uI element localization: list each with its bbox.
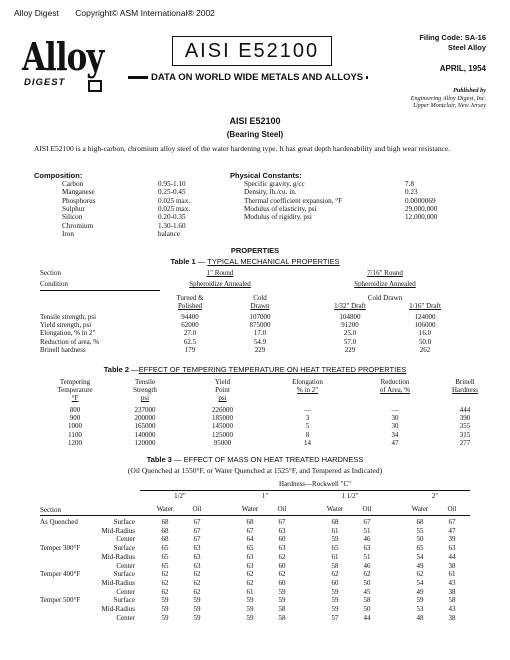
- intro-paragraph: AISI E52100 is a high-carbon, chromium alloy steel of the water hardening type. It has great depth hardenability and high wear resistance.: [34, 144, 451, 153]
- top-line: [14, 8, 229, 18]
- t3-cell-water: 61: [331, 526, 339, 535]
- composition-value: 0.025 max.: [158, 196, 191, 205]
- t1-cond1: Spheroidize Annealed: [189, 280, 251, 288]
- t3-position: Mid-Radius: [101, 552, 135, 561]
- composition-value: balance: [158, 229, 180, 238]
- t3-cell-water: 68: [161, 526, 169, 535]
- t3-oil: Oil: [192, 505, 202, 513]
- t1-cell: 106000: [414, 321, 436, 330]
- physical-property: Modulus of rigidity, psi: [244, 213, 312, 222]
- t1-cell: 124000: [414, 313, 436, 321]
- t1-cell: 54.9: [253, 337, 267, 346]
- composition-element: Silicon: [62, 213, 83, 222]
- t3-oil: Oil: [277, 505, 287, 513]
- table1-title: TYPICAL MECHANICAL PROPERTIES: [207, 257, 340, 266]
- composition-element: Phosphorus: [62, 196, 96, 205]
- publisher-block: [411, 87, 486, 110]
- t3-cell-water: 59: [416, 596, 424, 605]
- alloy-digest-logo: [22, 36, 134, 91]
- t2-header-cell: Strength: [133, 386, 157, 394]
- publisher-place: Upper Montclair, New Jersey: [413, 102, 486, 109]
- t3-cell-oil: 59: [193, 613, 201, 622]
- t2-cell: 120000: [134, 438, 156, 447]
- table1-label: Table 1: [170, 257, 196, 266]
- t2-cell: 185000: [212, 414, 233, 423]
- t3-cell-water: 53: [416, 605, 424, 613]
- t1-row-label: Elongation, % in 2": [40, 329, 96, 338]
- t3-size: 1": [261, 492, 269, 500]
- doc-heading: AISI E52100: [229, 116, 281, 126]
- t2-cell: 1200: [68, 438, 82, 447]
- t3-position: Mid-Radius: [101, 605, 135, 613]
- t1-row-label: Reduction of area, %: [40, 337, 100, 346]
- t3-cell-oil: 38: [448, 587, 456, 596]
- table2-caption: Table 2 —EFFECT OF TEMPERING TEMPERATURE ON HEAT TREATED PROPERTIES: [103, 365, 407, 374]
- t2-cell: 315: [459, 430, 471, 439]
- t2-header-cell: psi: [218, 394, 227, 402]
- t3-water: Water: [411, 505, 429, 513]
- t3-cell-oil: 67: [448, 518, 456, 526]
- t2-cell: 140000: [134, 430, 156, 439]
- t3-cell-water: 59: [246, 596, 254, 605]
- t1-col-polished: Polished: [177, 302, 203, 310]
- table3-title: EFFECT OF MASS ON HEAT TREATED HARDNESS: [183, 455, 364, 464]
- t3-size: 2": [431, 492, 439, 500]
- table2-title: EFFECT OF TEMPERING TEMPERATURE ON HEAT TREATED PROPERTIES: [138, 365, 407, 374]
- t1-cell: 91200: [341, 321, 359, 330]
- t3-cell-water: 59: [246, 605, 254, 613]
- t2-cell: 800: [69, 406, 81, 414]
- t3-cell-oil: 59: [193, 605, 201, 613]
- composition-element: Carbon: [62, 180, 84, 188]
- t3-cell-oil: 44: [448, 552, 456, 561]
- properties-heading: PROPERTIES: [230, 246, 280, 255]
- t3-cell-water: 62: [161, 578, 169, 587]
- t1-cond2: Spheroidize Annealed: [354, 280, 416, 288]
- t3-cell-water: 59: [161, 605, 169, 613]
- filing-block: [419, 33, 486, 53]
- t3-cell-oil: 63: [193, 561, 201, 570]
- t3-position: Surface: [113, 518, 135, 526]
- t2-header-cell: psi: [140, 394, 150, 402]
- t3-position: Surface: [113, 570, 135, 579]
- t1-cell: 62000: [181, 321, 199, 330]
- t2-header-cell: Hardness: [451, 386, 479, 394]
- t1-cell: 107000: [249, 313, 271, 321]
- t3-cell-water: 63: [246, 561, 254, 570]
- t3-cell-water: 68: [161, 535, 169, 544]
- t3-cell-water: 63: [246, 552, 254, 561]
- t3-section-label: Section: [40, 506, 61, 514]
- t3-cell-oil: 67: [363, 518, 371, 526]
- t3-cell-oil: 47: [448, 526, 456, 535]
- t2-cell: —: [304, 406, 311, 414]
- t3-cell-oil: 58: [278, 613, 286, 622]
- t3-cell-oil: 44: [363, 613, 371, 622]
- t1-cell: 94400: [181, 313, 199, 321]
- physical-value: 0.23: [405, 188, 418, 197]
- t3-cell-oil: 46: [363, 535, 371, 544]
- t1-draft1: 1/32" Draft: [334, 302, 366, 310]
- t3-cell-water: 49: [416, 587, 424, 596]
- t3-section: As Quenched: [40, 518, 78, 526]
- t3-position: Surface: [113, 544, 135, 553]
- t3-cell-water: 59: [331, 587, 339, 596]
- t3-cell-oil: 60: [278, 561, 286, 570]
- t2-cell: 95000: [213, 438, 232, 447]
- t2-header-cell: Tensile: [134, 378, 156, 386]
- t3-position: Center: [116, 561, 135, 570]
- t3-cell-oil: 58: [363, 596, 371, 605]
- filing-date: APRIL, 1954: [439, 64, 486, 73]
- t3-section: Temper 400°F: [40, 570, 81, 579]
- t2-header-cell: Point: [215, 386, 230, 394]
- t1-rule-a: [40, 290, 160, 291]
- t3-cell-water: 65: [161, 552, 169, 561]
- t2-header-cell: Yield: [214, 378, 231, 386]
- t2-header-cell: Tempering: [59, 378, 91, 386]
- t3-cell-oil: 39: [448, 535, 456, 544]
- t3-cell-water: 68: [161, 518, 169, 526]
- t1-cell: 25.0: [343, 329, 357, 338]
- composition-element: Manganese: [62, 188, 95, 197]
- t2-cell: 165000: [134, 422, 156, 431]
- t3-cell-oil: 60: [278, 578, 286, 587]
- t2-cell: 145000: [212, 422, 233, 431]
- t3-cell-oil: 67: [193, 526, 201, 535]
- t2-cell: 14: [304, 438, 311, 447]
- t3-position: Surface: [113, 596, 135, 605]
- t1-col-drawn: Drawn: [250, 302, 270, 310]
- t1-cell: 27.0: [183, 329, 197, 338]
- t3-cell-water: 57: [331, 613, 339, 622]
- t2-cell: 34: [391, 430, 399, 439]
- composition-heading: Composition:: [34, 171, 83, 180]
- t3-position: Center: [116, 613, 135, 622]
- t3-cell-water: 60: [331, 578, 339, 587]
- physical-property: Thermal coefficient expansion, °F: [244, 196, 343, 205]
- t3-cell-water: 50: [416, 535, 424, 544]
- t3-cell-oil: 59: [278, 587, 286, 596]
- t3-cell-water: 54: [416, 552, 424, 561]
- t2-cell: 237000: [134, 406, 156, 414]
- t1-cell: 62.5: [183, 337, 197, 346]
- t3-cell-water: 68: [331, 518, 339, 526]
- physical-property: Density, lb./cu. in.: [244, 188, 297, 197]
- physical-heading: Physical Constants:: [230, 171, 302, 180]
- t3-cell-water: 65: [161, 544, 169, 553]
- t3-cell-water: 59: [246, 613, 254, 622]
- t3-water: Water: [241, 505, 259, 513]
- t1-draft2: 1/16" Draft: [409, 302, 441, 310]
- composition-value: 0.95-1.10: [158, 180, 186, 188]
- t2-cell: 30: [391, 414, 399, 423]
- t1-row-label: Tensile strength, psi: [40, 313, 97, 321]
- t2-cell: 1100: [68, 430, 82, 439]
- t3-cell-oil: 61: [448, 570, 456, 579]
- t3-cell-oil: 63: [278, 526, 286, 535]
- t1-cell: 57.0: [343, 337, 357, 346]
- t3-cell-oil: 43: [448, 578, 456, 587]
- t3-cell-oil: 46: [363, 561, 371, 570]
- t3-cell-oil: 51: [363, 526, 371, 535]
- t3-cell-water: 65: [246, 544, 254, 553]
- t3-cell-oil: 67: [278, 518, 286, 526]
- t3-cell-water: 67: [246, 526, 254, 535]
- t1-cell: 50.0: [418, 337, 432, 346]
- physical-value: 0.0000069: [405, 196, 436, 205]
- t3-cell-water: 61: [246, 587, 254, 596]
- t3-cell-oil: 59: [278, 596, 286, 605]
- t3-section: Temper 300°F: [40, 544, 81, 553]
- table3-caption: Table 3 — EFFECT OF MASS ON HEAT TREATED HARDNESS: [146, 455, 364, 464]
- t3-cell-water: 59: [161, 613, 169, 622]
- source-label: Alloy Digest: [14, 8, 59, 18]
- t3-position: Mid-Radius: [101, 526, 135, 535]
- t2-cell: 30: [391, 422, 399, 431]
- t3-cell-oil: 50: [363, 578, 371, 587]
- composition-value: 0.25-0.45: [158, 188, 186, 197]
- t3-cell-oil: 62: [193, 587, 201, 596]
- composition-value: 0.20-0.35: [158, 213, 186, 222]
- composition-value: 0.025 max.: [158, 204, 191, 213]
- t3-cell-water: 59: [331, 535, 339, 544]
- t3-cell-water: 54: [416, 578, 424, 587]
- t3-cell-water: 65: [416, 544, 424, 553]
- t3-cell-oil: 62: [278, 552, 286, 561]
- t3-water: Water: [326, 505, 344, 513]
- t1-cell: 229: [254, 345, 266, 354]
- publisher-label: Published by: [453, 87, 486, 94]
- t3-cell-oil: 38: [448, 561, 456, 570]
- t3-cell-oil: 51: [363, 552, 371, 561]
- physical-value: 12,000,000: [405, 213, 438, 222]
- t3-position: Center: [116, 587, 135, 596]
- logo-mark: [88, 80, 102, 92]
- t2-cell: 226000: [212, 406, 233, 414]
- t3-cell-water: 65: [331, 544, 339, 553]
- logo-word: Alloy: [22, 34, 104, 80]
- t3-cell-oil: 63: [448, 544, 456, 553]
- t1-row-label: Brinell hardness: [40, 345, 86, 354]
- t3-cell-water: 49: [416, 561, 424, 570]
- t1-cell: 229: [344, 345, 356, 354]
- t2-cell: —: [391, 406, 399, 414]
- t3-cell-water: 61: [331, 552, 339, 561]
- t3-cell-water: 58: [331, 561, 339, 570]
- copyright-label: Copyright© ASM International® 2002: [75, 8, 215, 18]
- t2-header-cell: Temperature: [57, 386, 93, 394]
- t1-col-turned: Turned &: [176, 294, 204, 302]
- t3-cell-water: 62: [161, 587, 169, 596]
- t2-header-cell: °F: [71, 394, 79, 402]
- t1-cell: 179: [184, 345, 196, 354]
- t1-cell: 17.0: [253, 329, 267, 338]
- t3-position: Center: [116, 535, 135, 544]
- t2-cell: 277: [459, 438, 471, 447]
- table3-label: Table 3: [146, 455, 172, 464]
- t2-cell: 900: [69, 414, 81, 423]
- t2-cell: 47: [391, 438, 399, 447]
- t3-cell-oil: 58: [278, 605, 286, 613]
- t3-cell-oil: 50: [363, 605, 371, 613]
- t3-cell-water: 55: [416, 526, 424, 535]
- t2-cell: 5: [305, 422, 310, 431]
- t2-cell: 444: [459, 406, 471, 414]
- t3-cell-oil: 63: [363, 544, 371, 553]
- t2-cell: 125000: [212, 430, 233, 439]
- t3-cell-oil: 63: [193, 552, 201, 561]
- filing-category: Steel Alloy: [447, 43, 486, 52]
- t3-cell-oil: 67: [193, 535, 201, 544]
- t3-cell-oil: 38: [448, 613, 456, 622]
- t1-col-cold: Cold: [253, 294, 267, 302]
- t3-cell-water: 48: [416, 613, 424, 622]
- t2-cell: 8: [305, 430, 310, 439]
- banner-text: DATA ON WORLD WIDE METALS AND ALLOYS: [148, 72, 366, 83]
- t3-cell-water: 62: [246, 570, 254, 579]
- t1-row-label: Yield strength, psi: [40, 321, 92, 330]
- table2-label: Table 2: [103, 365, 130, 374]
- t3-oil: Oil: [447, 505, 457, 513]
- t3-rule-head: [40, 515, 470, 516]
- t3-cell-water: 62: [416, 570, 424, 579]
- t3-cell-oil: 63: [278, 544, 286, 553]
- physical-property: Modulus of elasticity, psi: [244, 204, 317, 213]
- t2-header-cell: % in 2": [296, 386, 319, 394]
- t3-section: Temper 500°F: [40, 596, 81, 605]
- t2-cell: 3: [305, 414, 310, 423]
- table1-caption: Table 1 — TYPICAL MECHANICAL PROPERTIES: [170, 257, 340, 266]
- filing-code: Filing Code: SA-16: [419, 33, 486, 42]
- t3-water: Water: [156, 505, 174, 513]
- t1-condition-label: Condition: [40, 280, 69, 288]
- title-box: AISI E52100: [172, 36, 332, 66]
- t3-cell-oil: 62: [193, 570, 201, 579]
- logo-sub: DIGEST: [24, 77, 66, 88]
- table3-subtitle: (Oil Quenched at 1550°F, or Water Quenched at 1525°F, and Tempered as Indicated): [127, 466, 383, 475]
- t3-size: 1/2": [174, 492, 186, 500]
- physical-property: Specific gravity, g/cc: [244, 180, 305, 188]
- t3-cell-water: 68: [416, 518, 424, 526]
- t3-cell-oil: 60: [278, 535, 286, 544]
- t3-cell-water: 62: [331, 570, 339, 579]
- t3-cell-oil: 59: [193, 596, 201, 605]
- t1-cell: 875000: [249, 321, 271, 330]
- publisher-name: Engineering Alloy Digest, Inc.: [410, 94, 486, 102]
- t2-cell: 355: [459, 422, 471, 431]
- t3-cell-oil: 62: [363, 570, 371, 579]
- t2-header-cell: Reduction: [380, 378, 410, 386]
- t3-cell-water: 62: [246, 578, 254, 587]
- t3-cell-oil: 63: [193, 544, 201, 553]
- doc-subheading: (Bearing Steel): [226, 130, 284, 139]
- composition-element: Sulphur: [62, 204, 85, 213]
- t3-cell-oil: 43: [448, 605, 456, 613]
- t1-section-label: Section: [40, 269, 61, 277]
- t3-cell-water: 64: [246, 535, 254, 544]
- t3-cell-water: 68: [246, 518, 254, 526]
- composition-element: Chromium: [62, 221, 94, 230]
- t3-cell-water: 62: [161, 570, 169, 579]
- t2-header-cell: Elongation: [292, 378, 323, 386]
- t3-cell-oil: 62: [278, 570, 286, 579]
- t3-cell-water: 65: [161, 561, 169, 570]
- t3-cell-water: 59: [331, 605, 339, 613]
- t1-cell: 104800: [339, 313, 361, 321]
- composition-element: Iron: [62, 229, 74, 238]
- t3-rule-top: [140, 490, 470, 491]
- composition-value: 1.30-1.60: [158, 221, 186, 230]
- physical-value: 7.8: [405, 180, 414, 188]
- t1-cell: 262: [419, 345, 431, 354]
- t3-cell-water: 59: [331, 596, 339, 605]
- t3-cell-oil: 58: [448, 596, 456, 605]
- t1-round1: 1" Round: [206, 269, 234, 277]
- t3-cell-water: 59: [161, 596, 169, 605]
- t2-cell: 1000: [68, 422, 82, 431]
- t3-cell-oil: 62: [193, 578, 201, 587]
- t3-cell-oil: 45: [363, 587, 371, 596]
- t3-cell-oil: 67: [193, 518, 201, 526]
- t2-header-cell: Brinell: [455, 378, 475, 386]
- t1-round2: 7/16" Round: [367, 269, 403, 277]
- t3-hardness-label: Hardness—Rockwell "C": [278, 480, 351, 488]
- t3-size: 1 1/2": [341, 492, 359, 500]
- t3-oil: Oil: [362, 505, 372, 513]
- t2-cell: 200000: [134, 414, 156, 423]
- t2-cell: 390: [459, 414, 471, 423]
- physical-value: 29,000,000: [405, 204, 438, 213]
- t2-header-cell: of Area, %: [379, 386, 411, 394]
- t3-position: Mid-Radius: [101, 578, 135, 587]
- t1-cell: 16.0: [418, 329, 432, 338]
- t1-cold-drawn: Cold Drawn: [367, 294, 403, 302]
